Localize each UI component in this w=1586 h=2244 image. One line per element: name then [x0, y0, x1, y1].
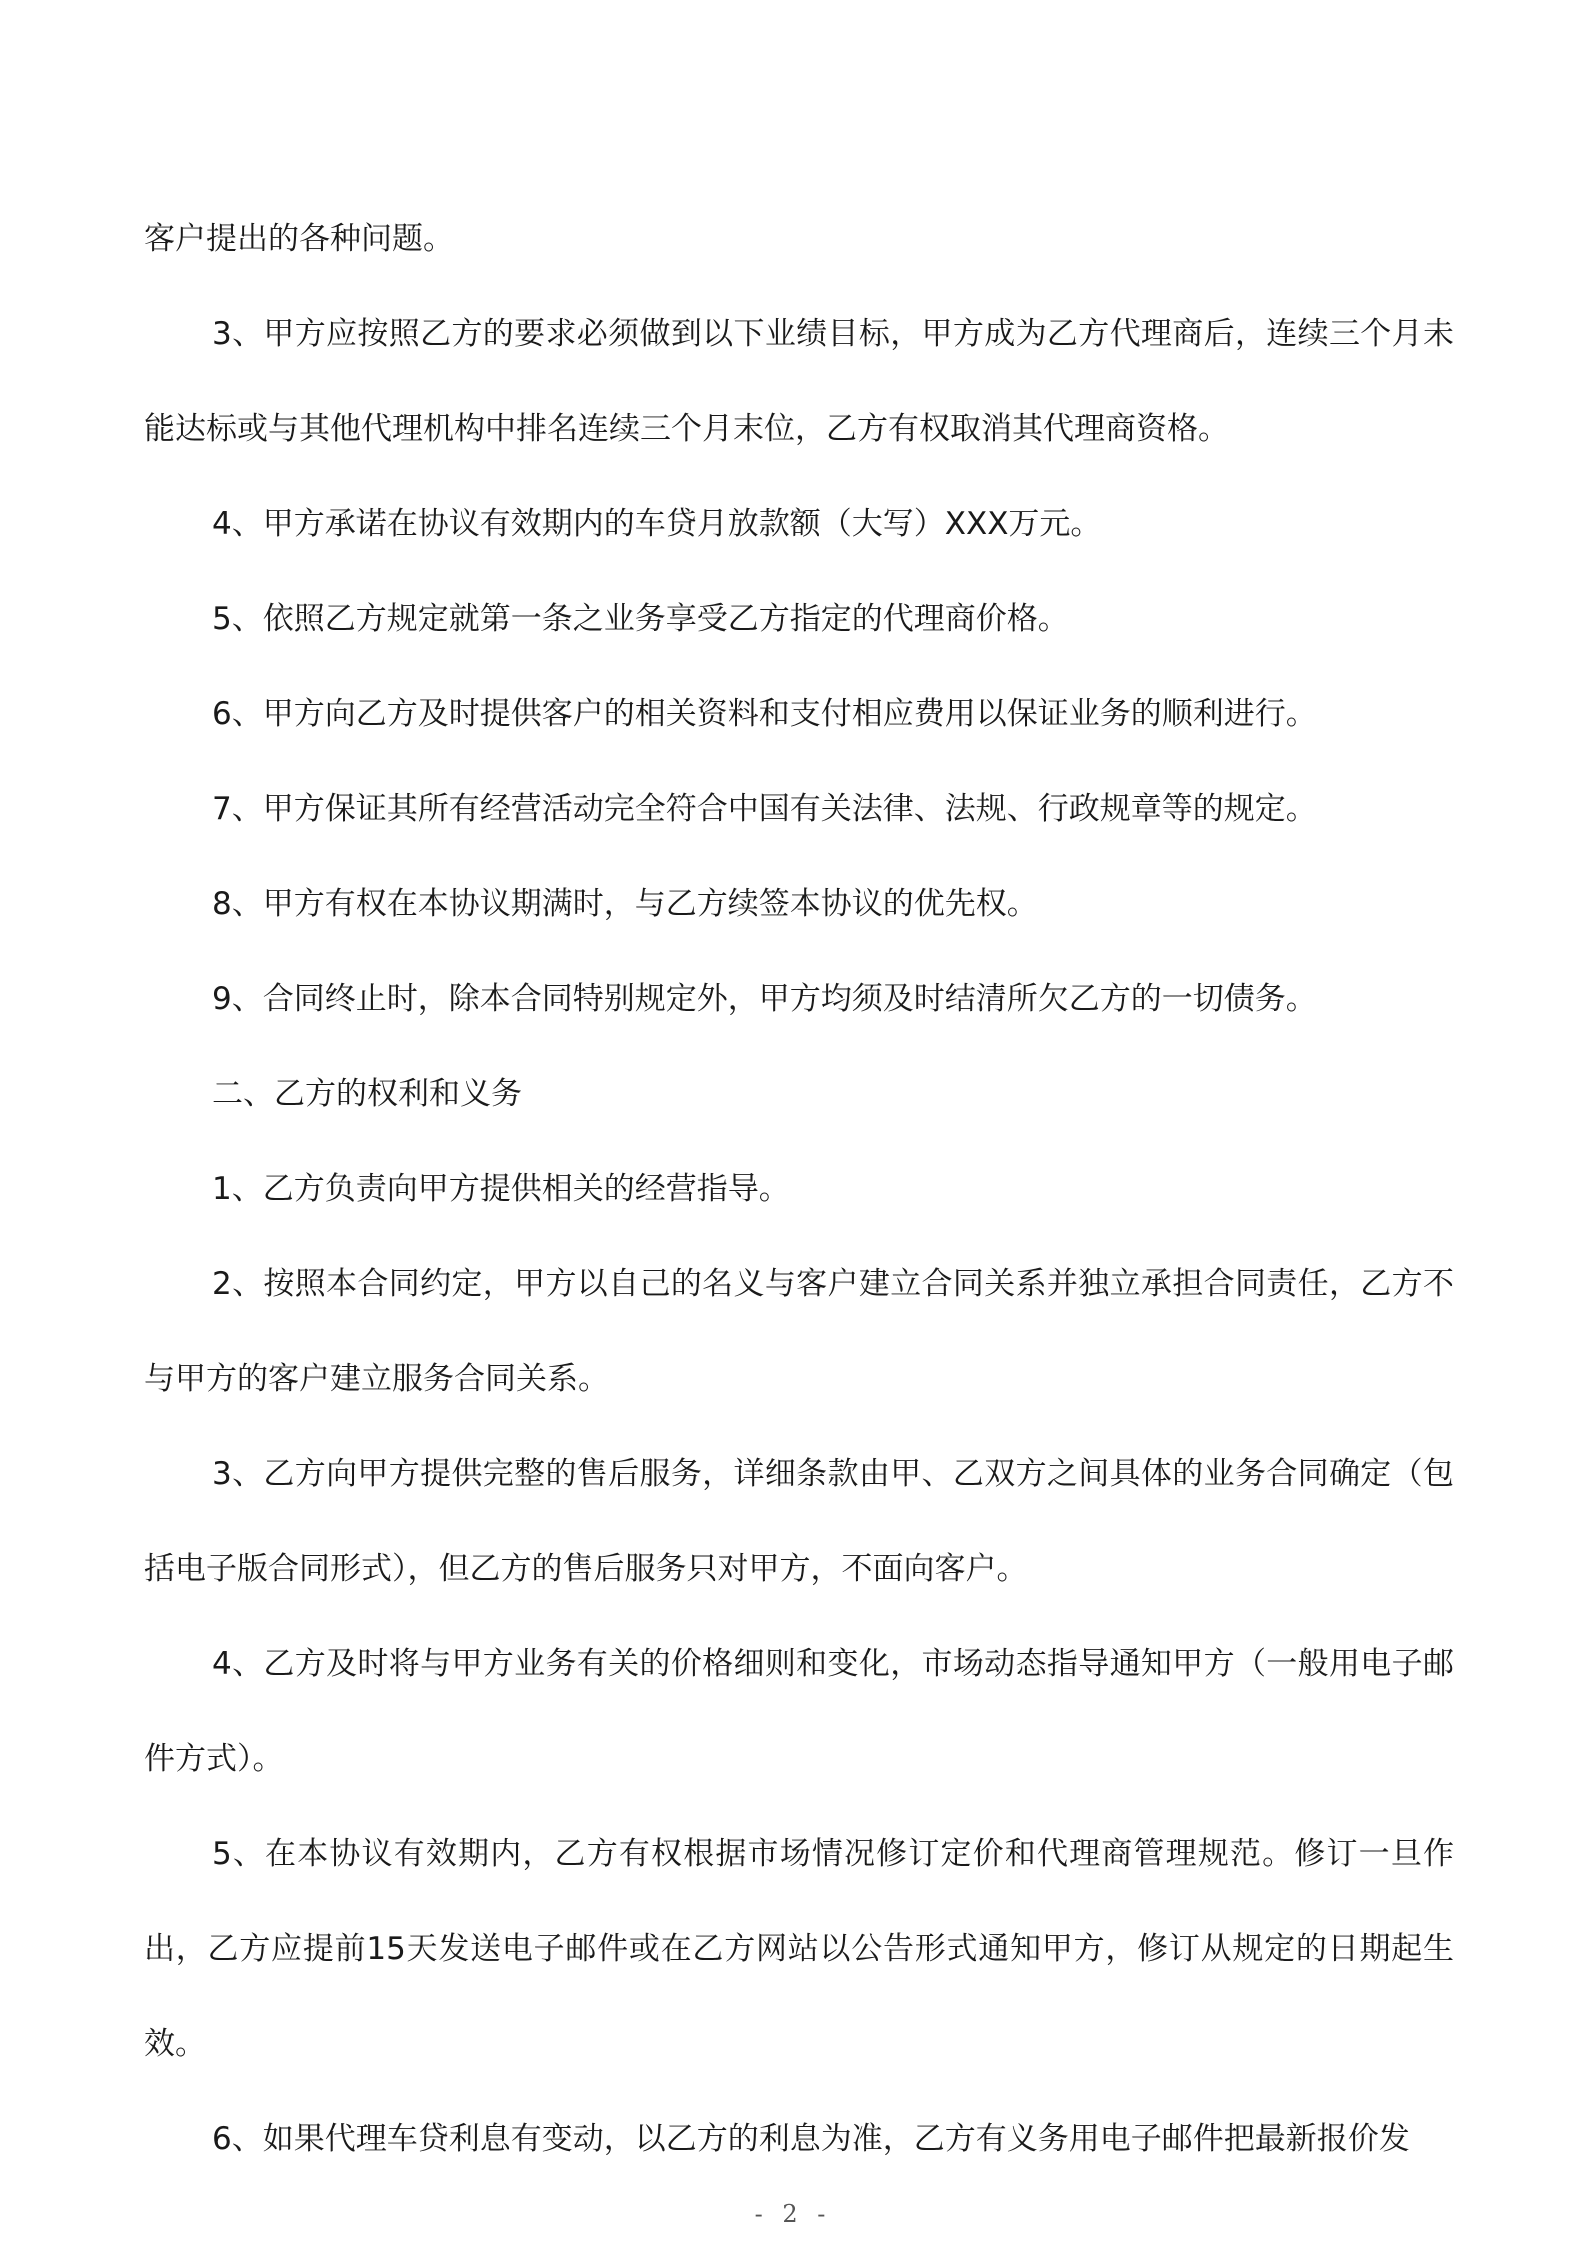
clause-6-party-b: 6、如果代理车贷利息有变动，以乙方的利息为准，乙方有义务用电子邮件把最新报价发 [212, 2121, 1410, 2157]
clause-1-party-b: 1、乙方负责向甲方提供相关的经营指导。 [212, 1171, 790, 1207]
clause-2-party-b: 2、按照本合同约定，甲方以自己的名义与客户建立合同关系并独立承担合同责任，乙方不与甲方的客户建立服务合同关系。 [144, 1266, 1454, 1397]
clause-9-party-a: 9、合同终止时，除本合同特别规定外，甲方均须及时结清所欠乙方的一切债务。 [212, 981, 1317, 1017]
clause-3-party-b: 3、乙方向甲方提供完整的售后服务，详细条款由甲、乙双方之间具体的业务合同确定（包括电子版合同形式），但乙方的售后服务只对甲方，不面向客户。 [144, 1456, 1454, 1587]
clause-8-party-a: 8、甲方有权在本协议期满时，与乙方续签本协议的优先权。 [212, 886, 1038, 922]
clause-5-party-a: 5、依照乙方规定就第一条之业务享受乙方指定的代理商价格。 [212, 601, 1069, 637]
paragraph-continuation: 客户提出的各种问题。 [144, 221, 454, 257]
clause-5-party-b: 5、在本协议有效期内，乙方有权根据市场情况修订定价和代理商管理规范。修订一旦作出，乙方应提前15天发送电子邮件或在乙方网站以公告形式通知甲方，修订从规定的日期起生效。 [144, 1836, 1454, 2062]
page-number: - 2 - [754, 2200, 832, 2228]
clause-4-party-a: 4、甲方承诺在协议有效期内的车贷月放款额（大写）XXX万元。 [212, 506, 1102, 542]
clause-6-party-a: 6、甲方向乙方及时提供客户的相关资料和支付相应费用以保证业务的顺利进行。 [212, 696, 1317, 732]
clause-3-party-a: 3、甲方应按照乙方的要求必须做到以下业绩目标，甲方成为乙方代理商后，连续三个月未能达标或与其他代理机构中排名连续三个月末位，乙方有权取消其代理商资格。 [144, 316, 1454, 447]
document-body [144, 192, 1454, 2187]
section-heading-party-b: 二、乙方的权利和义务 [212, 1076, 522, 1112]
clause-7-party-a: 7、甲方保证其所有经营活动完全符合中国有关法律、法规、行政规章等的规定。 [212, 791, 1317, 827]
clause-4-party-b: 4、乙方及时将与甲方业务有关的价格细则和变化，市场动态指导通知甲方（一般用电子邮件方式）。 [144, 1646, 1454, 1777]
